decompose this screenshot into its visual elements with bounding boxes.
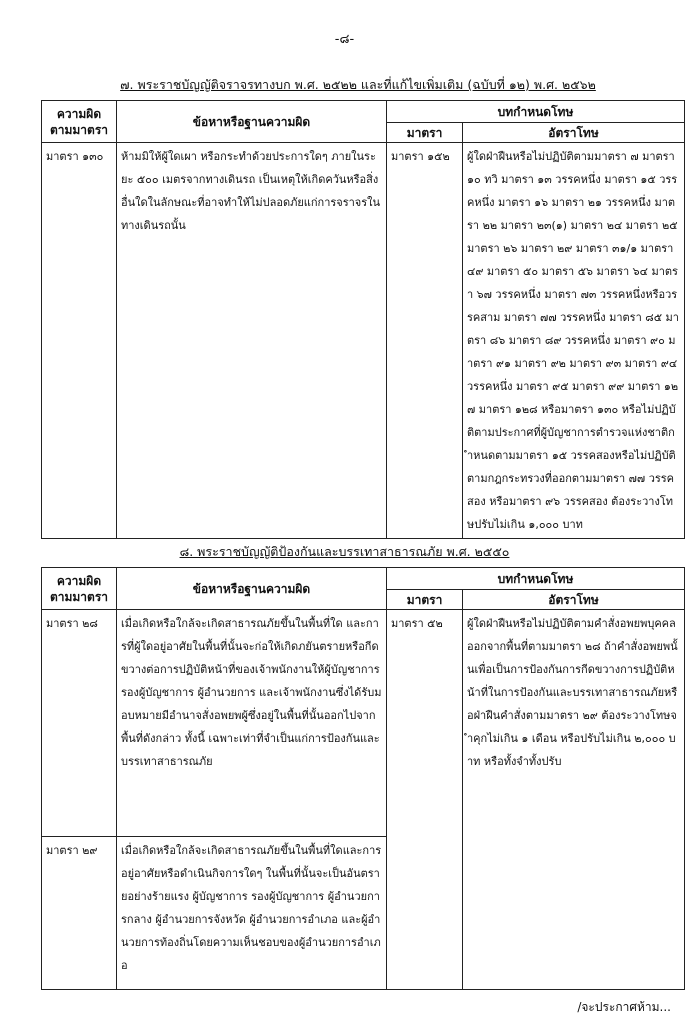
table-row bbox=[42, 610, 685, 837]
table-row bbox=[42, 143, 685, 539]
fact-cell: ห้ามมิให้ผู้ใดเผา หรือกระทำด้วยประการใดๆ ภายในระยะ ๕๐๐ เมตรจากทางเดินรถ เป็นเหตุให้เกิดควันหรือสิ่งอื่นใดในลักษณะที่อาจทำให้ไม่ปลอดภัยแก่การจราจรในทางเดินรถนั้น bbox=[117, 143, 387, 539]
penalty-table-disaster-act bbox=[41, 567, 685, 990]
offense-cell: มาตรา ๒๙ bbox=[42, 837, 117, 990]
page-number: -๘- bbox=[334, 32, 355, 47]
fact-cell: เมื่อเกิดหรือใกล้จะเกิดสาธารณภัยขึ้นในพื้นที่ใดและการอยู่อาศัยหรือดำเนินกิจการใดๆ ในพื้นที่นั้นจะเป็นอันตรายอย่างร้ายแรง ผู้บัญชาการ รองผู้บัญชาการ ผู้อำนวยการกลาง ผู้อำนวยการจังหวัด ผู้อำนวยการอำเภอ และผู้อำนวยการท้องถิ่นโดยความเห็นชอบของผู้อำนวยการอำเภอ bbox=[117, 837, 387, 990]
penalty-rate-cell: ผู้ใดฝ่าฝืนหรือไม่ปฏิบัติตามคำสั่งอพยพบุคคลออกจากพื้นที่ตามมาตรา ๒๘ ถ้าคำสั่งอพยพนั้นเพื่อเป็นการป้องกันการกีดขวางการปฏิบัติหน้าที่ในการป้องกันและบรรเทาสาธารณภัยหรือฝ่าฝืนคำสั่งตามมาตรา ๒๙ ต้องระวางโทษจำคุกไม่เกิน ๑ เดือน หรือปรับไม่เกิน ๒,๐๐๐ บาท หรือทั้งจำทั้งปรับ bbox=[463, 610, 685, 990]
offense-cell: มาตรา ๒๘ bbox=[42, 610, 117, 837]
header-penalty: บทกำหนดโทษ bbox=[387, 568, 685, 590]
header-fact: ข้อหาหรือฐานความผิด bbox=[117, 568, 387, 610]
header-rate: อัตราโทษ bbox=[463, 590, 685, 610]
penalty-table-traffic-act bbox=[41, 100, 685, 539]
header-rate: อัตราโทษ bbox=[463, 123, 685, 143]
penalty-section-cell: มาตรา ๑๕๒ bbox=[387, 143, 463, 539]
fact-cell: เมื่อเกิดหรือใกล้จะเกิดสาธารณภัยขึ้นในพื้นที่ใด และการที่ผู้ใดอยู่อาศัยในพื้นที่นั้นจะก่อให้เกิดภยันตรายหรือกีดขวางต่อการปฏิบัติหน้าที่ของเจ้าพนักงานให้ผู้บัญชาการ รองผู้บัญชาการ ผู้อำนวยการ และเจ้าพนักงานซึ่งได้รับมอบหมายมีอำนาจสั่งอพยพผู้ซึ่งอยู่ในพื้นที่นั้นออกไปจากพื้นที่ดังกล่าว ทั้งนี้ เฉพาะเท่าที่จำเป็นแก่การป้องกันและบรรเทาสาธารณภัย bbox=[117, 610, 387, 837]
header-offense: ความผิด ตามมาตรา bbox=[42, 101, 117, 143]
section-title-disaster-act: ๘. พระราชบัญญัติป้องกันและบรรเทาสาธารณภัย พ.ศ. ๒๕๕๐ bbox=[179, 544, 510, 559]
header-fact: ข้อหาหรือฐานความผิด bbox=[117, 101, 387, 143]
penalty-section-cell: มาตรา ๕๒ bbox=[387, 610, 463, 990]
header-section: มาตรา bbox=[387, 590, 463, 610]
header-section: มาตรา bbox=[387, 123, 463, 143]
continuation-note: /จะประกาศห้าม... bbox=[577, 1000, 671, 1014]
header-offense: ความผิด ตามมาตรา bbox=[42, 568, 117, 610]
header-penalty: บทกำหนดโทษ bbox=[387, 101, 685, 123]
penalty-rate-cell: ผู้ใดฝ่าฝืนหรือไม่ปฏิบัติตามมาตรา ๗ มาตรา ๑๐ ทวิ มาตรา ๑๓ วรรคหนึ่ง มาตรา ๑๕ วรรคหนึ่ง มาตรา ๑๖ มาตรา ๒๑ วรรคหนึ่ง มาตรา ๒๒ มาตรา ๒๓(๑) มาตรา ๒๔ มาตรา ๒๕ มาตรา ๒๖ มาตรา ๒๙ มาตรา ๓๑/๑ มาตรา ๔๙ มาตรา ๕๐ มาตรา ๕๖ มาตรา ๖๔ มาตรา ๖๗ วรรคหนึ่ง มาตรา ๗๓ วรรคหนึ่งหรือวรรคสาม มาตรา ๗๗ วรรคหนึ่ง มาตรา ๘๕ มาตรา ๘๖ มาตรา ๘๙ วรรคหนึ่ง มาตรา ๙๐ มาตรา ๙๑ มาตรา ๙๒ มาตรา ๙๓ มาตรา ๙๔ วรรคหนึ่ง มาตรา ๙๕ มาตรา ๙๙ มาตรา ๑๒๗ มาตรา ๑๒๘ หรือมาตรา ๑๓๐ หรือไม่ปฏิบัติตามประกาศที่ผู้บัญชาการตำรวจแห่งชาติกำหนดตามมาตรา ๑๕ วรรคสองหรือไม่ปฏิบัติตามกฎกระทรวงที่ออกตามมาตรา ๗๗ วรรคสอง หรือมาตรา ๙๖ วรรคสอง ต้องระวางโทษปรับไม่เกิน ๑,๐๐๐ บาท bbox=[463, 143, 685, 539]
offense-cell: มาตรา ๑๓๐ bbox=[42, 143, 117, 539]
section-title-traffic-act: ๗. พระราชบัญญัติจราจรทางบก พ.ศ. ๒๕๒๒ และที่แก้ไขเพิ่มเติม (ฉบับที่ ๑๒) พ.ศ. ๒๕๖๒ bbox=[120, 77, 596, 92]
